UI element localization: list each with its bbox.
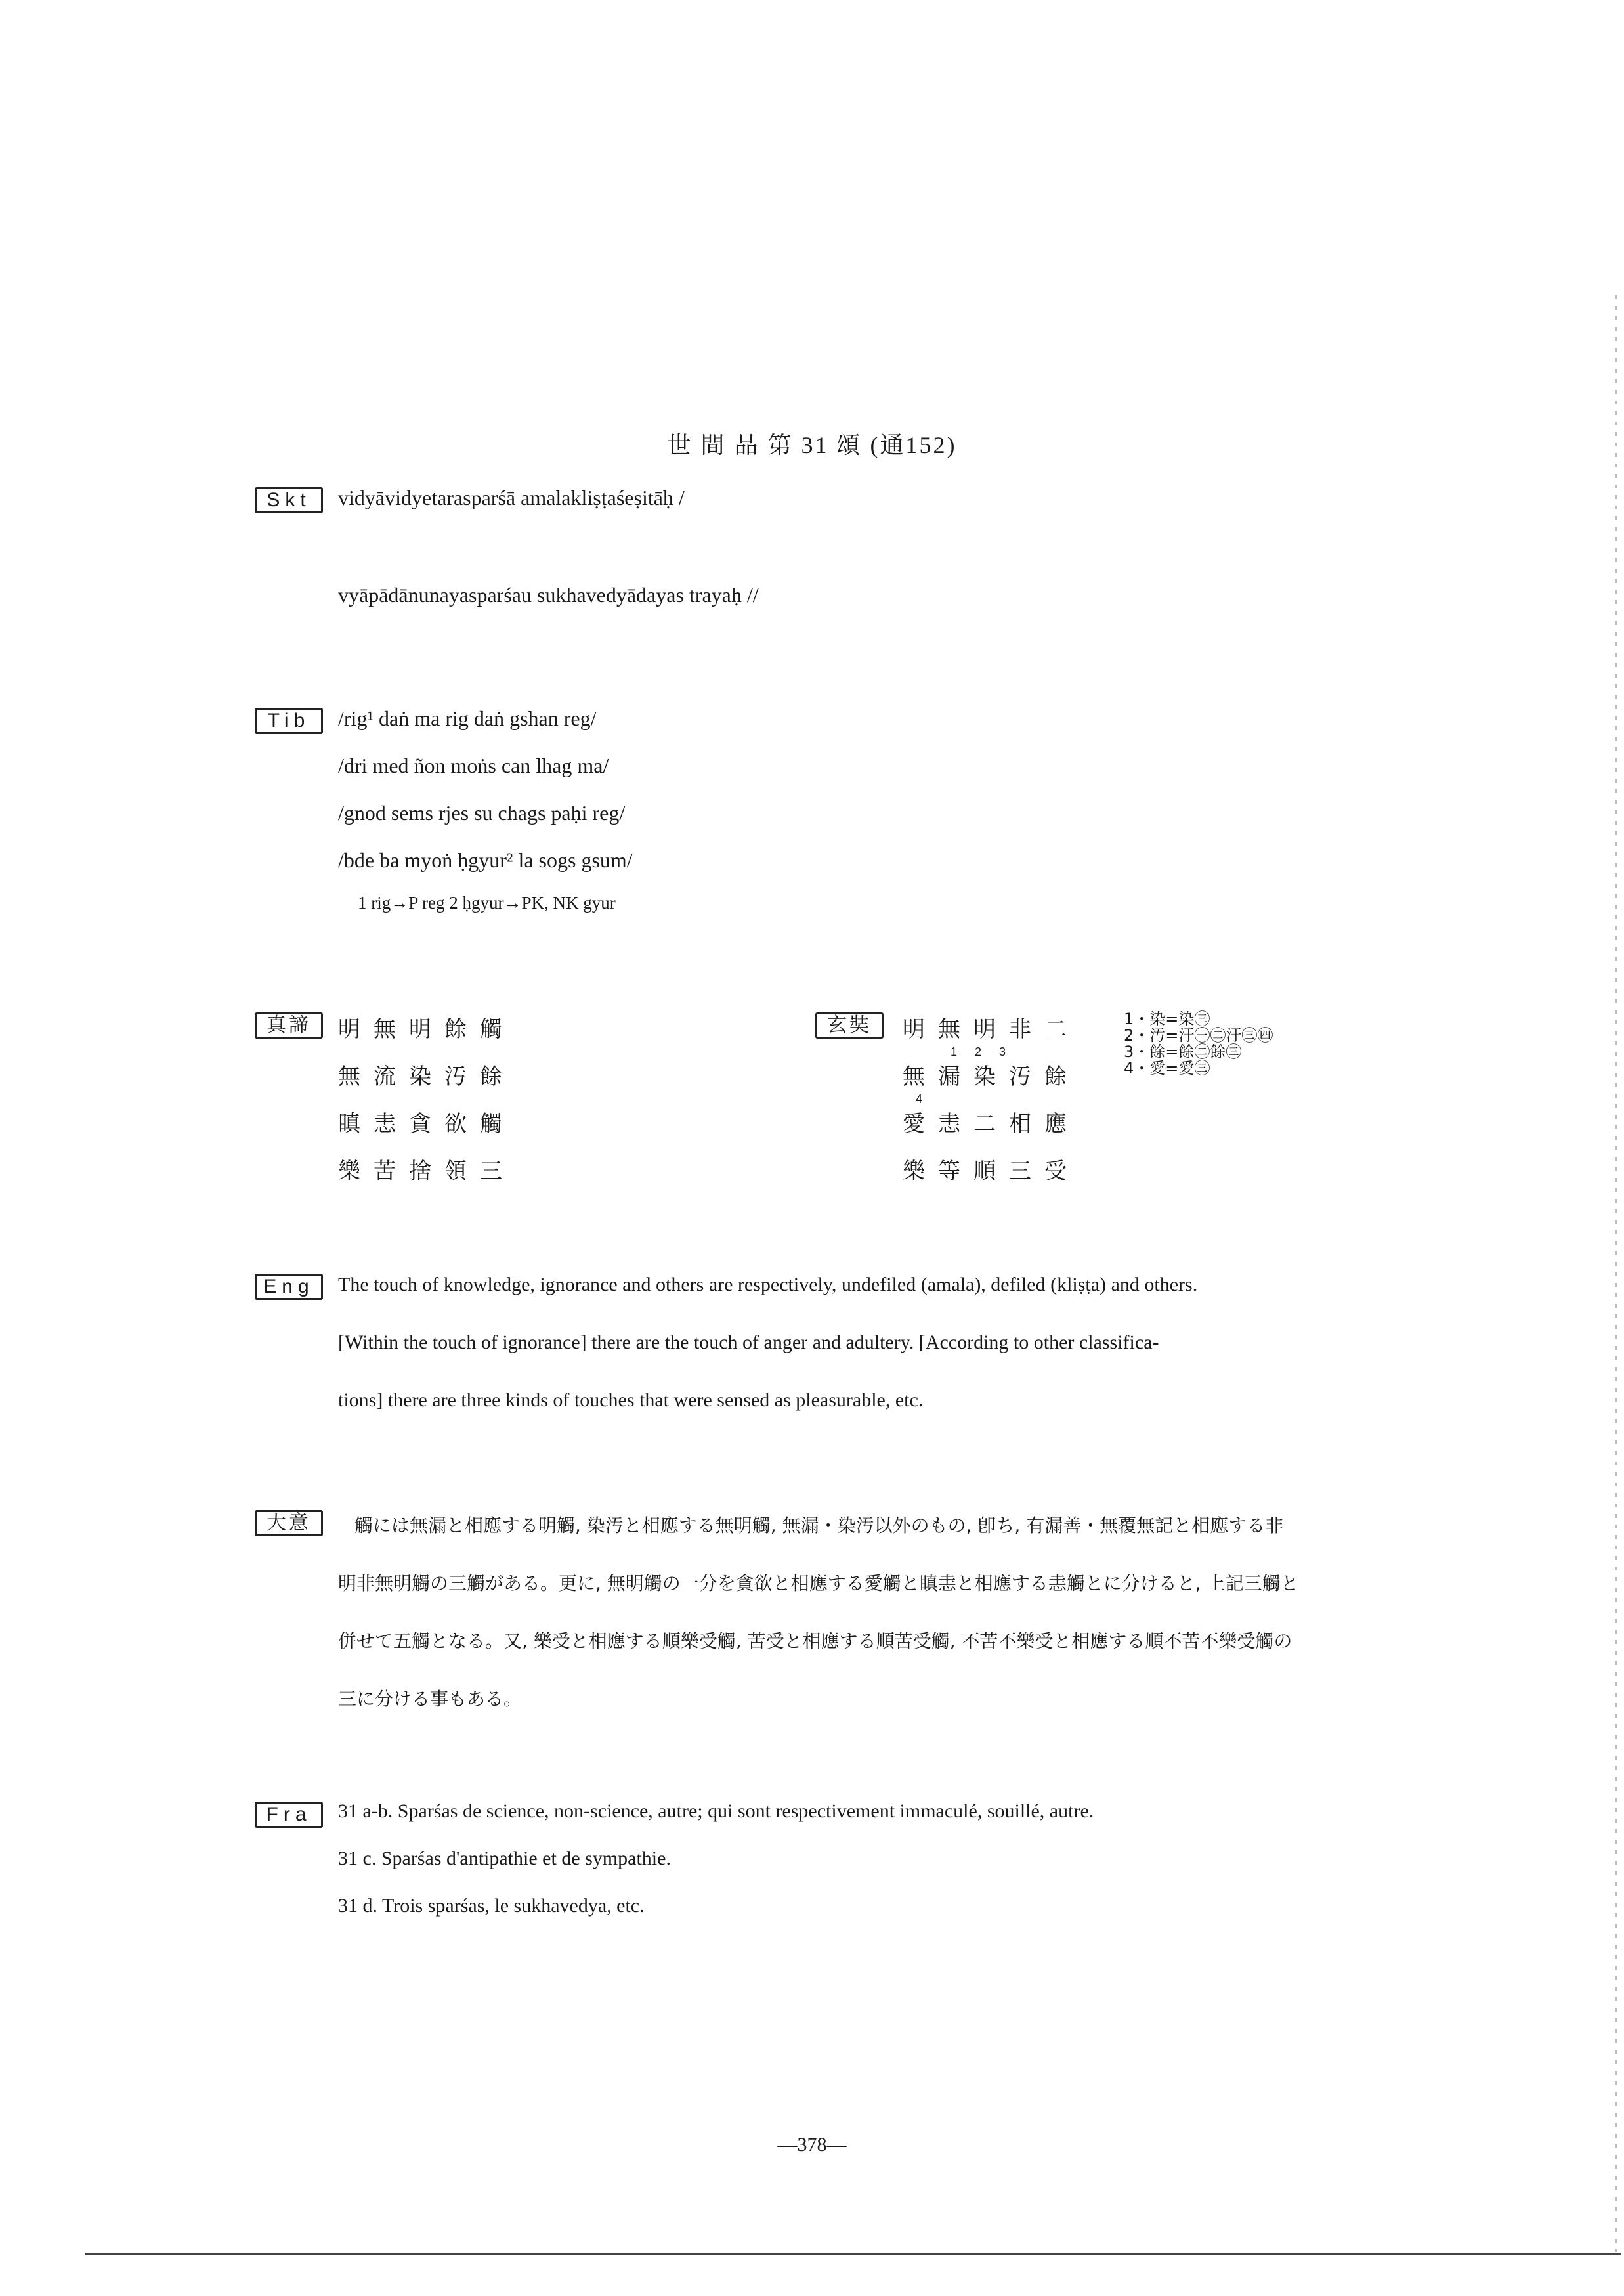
variant-note-3: 3・餘=餘㊁餘㊂ <box>1124 1043 1242 1061</box>
fra-line-1: 31 a-b. Sparśas de science, non-science, autre; qui sont respectivement immaculé, souillé, autre. <box>338 1800 1094 1822</box>
zhen-line-3: 瞋恚貪欲觸 <box>338 1111 515 1137</box>
xuan-line-1: 明無明非二 <box>903 1016 1080 1043</box>
skt-line-1: vidyāvidyetarasparśā amalakliṣṭaśeṣitāḥ / <box>338 486 685 509</box>
zhen-line-1: 明無明餘觸 <box>338 1016 515 1043</box>
dai-line-4: 三に分ける事もある。 <box>338 1688 523 1710</box>
variant-note-1: 1・染=染㊂ <box>1124 1010 1210 1028</box>
label-eng: Eng <box>255 1274 323 1300</box>
label-zhen: 真諦 <box>255 1012 323 1039</box>
eng-line-1: The touch of knowledge, ignorance and others are respectively, undefiled (amala), defiled (kliṣṭa) and others. <box>338 1274 1198 1295</box>
xuan-superscripts-row3: 4 <box>916 1093 923 1106</box>
tib-line-4: /bde ba myoṅ ḥgyur² la sogs gsum/ <box>338 848 633 872</box>
tib-line-3: /gnod sems rjes su chags paḥi reg/ <box>338 801 626 825</box>
xuan-line-2: 無漏染汚餘 <box>903 1064 1080 1090</box>
dai-line-3: 併せて五觸となる。又, 樂受と相應する順樂受觸, 苦受と相應する順苦受觸, 不苦不樂受と相應する順不苦不樂受觸の <box>338 1630 1293 1652</box>
xuan-superscripts-row2: 1 2 3 <box>951 1045 1006 1058</box>
skt-line-2: vyāpādānunayasparśau sukhavedyādayas trayaḥ // <box>338 583 759 607</box>
label-dai: 大意 <box>255 1510 323 1536</box>
variant-note-4: 4・愛=愛㊂ <box>1124 1059 1210 1077</box>
dai-line-1: 觸には無漏と相應する明觸, 染汚と相應する無明觸, 無漏・染汚以外のもの, 卽ち, 有漏善・無覆無記と相應する非 <box>354 1515 1284 1536</box>
label-xuan: 玄奘 <box>815 1012 884 1039</box>
page-title: 世 間 品 第 31 頌 (通152) <box>667 432 957 458</box>
scan-edge-noise <box>1615 295 1617 2252</box>
label-fra: Fra <box>255 1802 323 1828</box>
fra-line-2: 31 c. Sparśas d'antipathie et de sympathie. <box>338 1848 671 1869</box>
xuan-line-3: 愛恚二相應 <box>903 1111 1080 1137</box>
tib-footnote: 1 rig→P reg 2 ḥgyur→PK, NK gyur <box>358 893 616 913</box>
dai-line-2: 明非無明觸の三觸がある。更に, 無明觸の一分を貪欲と相應する愛觸と瞋恚と相應する恚觸とに分けると, 上記三觸と <box>338 1572 1299 1594</box>
tib-line-1: /rig¹ daṅ ma rig daṅ gshan reg/ <box>338 706 597 730</box>
tib-line-2: /dri med ñon moṅs can lhag ma/ <box>338 754 609 777</box>
bottom-rule <box>85 2253 1621 2255</box>
label-tib: Tib <box>255 708 323 734</box>
variant-note-2: 2・汚=汙㊀㊁汙㊂㊃ <box>1124 1026 1273 1045</box>
zhen-line-4: 樂苦捨領三 <box>338 1158 515 1184</box>
label-skt: Skt <box>255 487 323 513</box>
page-number: —378— <box>777 2134 847 2155</box>
fra-line-3: 31 d. Trois sparśas, le sukhavedya, etc. <box>338 1895 645 1917</box>
xuan-line-4: 樂等順三受 <box>903 1158 1080 1184</box>
eng-line-2: [Within the touch of ignorance] there are the touch of anger and adultery. [According to other classifica- <box>338 1332 1159 1353</box>
eng-line-3: tions] there are three kinds of touches that were sensed as pleasurable, etc. <box>338 1389 924 1411</box>
zhen-line-2: 無流染汚餘 <box>338 1064 515 1090</box>
